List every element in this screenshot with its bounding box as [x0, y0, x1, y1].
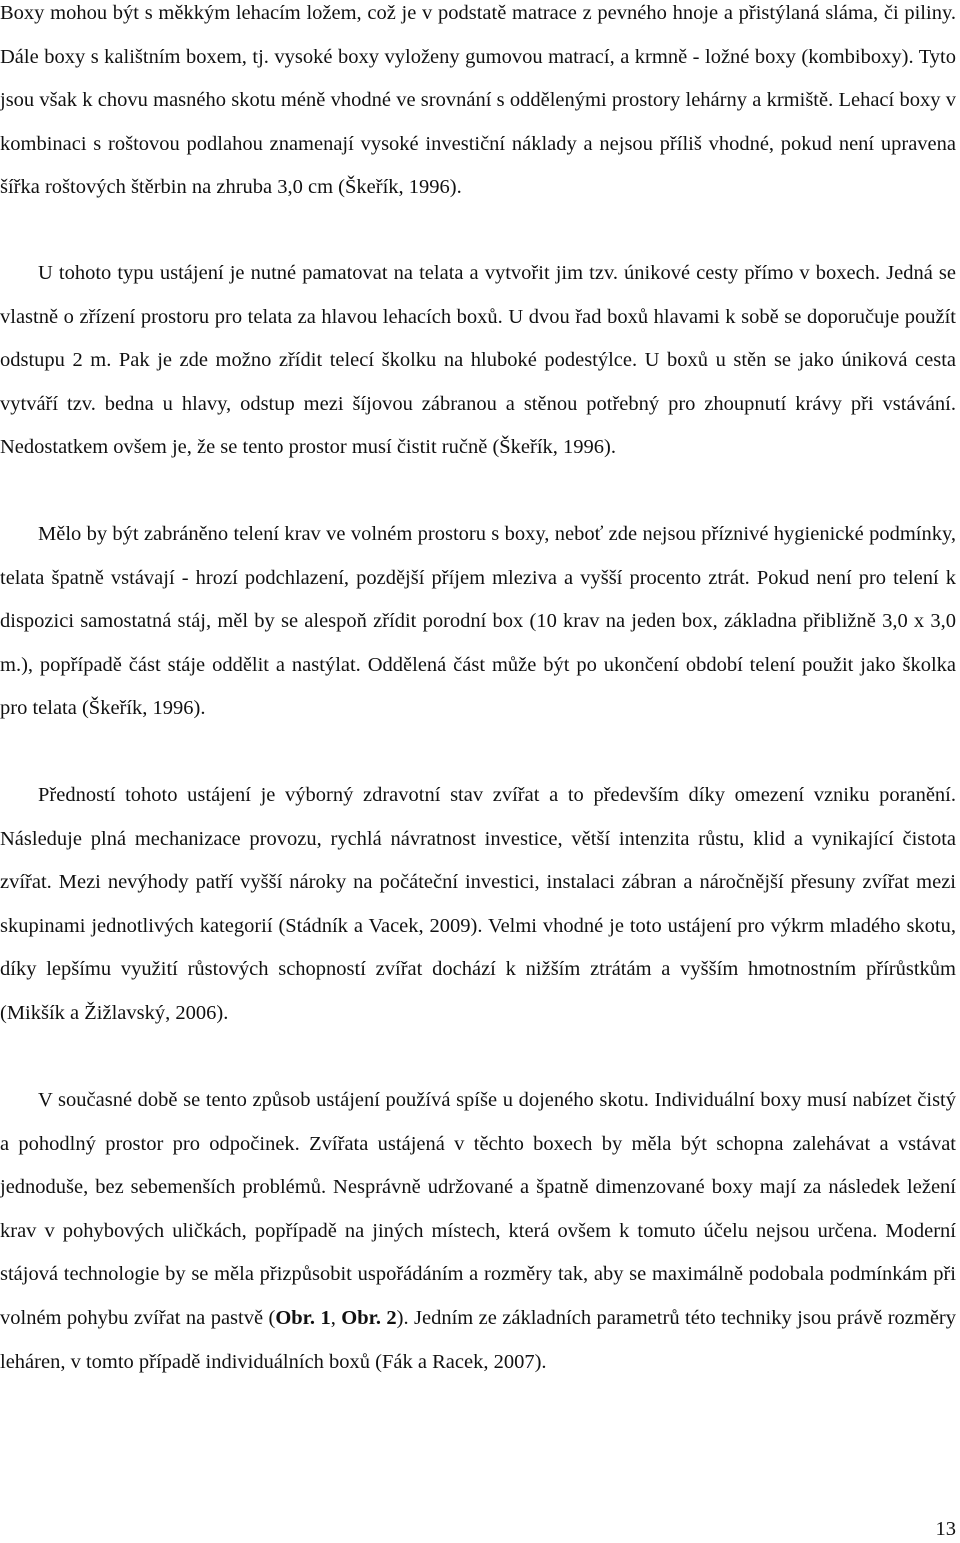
paragraph-1: Boxy mohou být s měkkým lehacím ložem, což je v podstatě matrace z pevného hnoje a přistýlaná sláma, či piliny. Dále boxy s kalištním boxem, tj. vysoké boxy vyloženy gumovou matrací, a krmně - ložné boxy (kombiboxy). Tyto jsou však k chovu masného skotu méně vhodné ve srovnání s oddělenými prostory lehárny a krmiště. Lehací boxy v kombinaci s roštovou podlahou znamenají vysoké investiční náklady a nejsou příliš vhodné, pokud není upravena šířka roštových štěrbin na zhruba 3,0 cm (Škeřík, 1996). — [0, 2, 956, 199]
figure-reference-2: Obr. 2 — [341, 1306, 397, 1329]
reference-separator: , — [330, 1306, 342, 1329]
paragraph-4: Předností tohoto ustájení je výborný zdravotní stav zvířat a to především díky omezení vzniku poranění. Následuje plná mechanizace provozu, rychlá návratnost investice, větší intenzita růstu, klid a vynikající čistota zvířat. Mezi nevýhody patří vyšší nároky na počáteční investici, instalaci zábran a náročnější přesuny zvířat mezi skupinami jednotlivých kategorií (Stádník a Vacek, 2009). Velmi vhodné je toto ustájení pro výkrm mladého skotu, díky lepšímu využití růstových schopností zvířat dochází k nižším ztrátám a vyšším hmotnostním přírůstkům (Mikšík a Žižlavský, 2006). — [0, 784, 956, 1024]
paragraph-5-text-end: ). Jedním ze základních parametrů této techniky jsou právě rozměry leháren, v tomto případě individuálních boxů (Fák a Racek, 2007). — [0, 1306, 957, 1373]
figure-reference-1: Obr. 1 — [275, 1306, 331, 1329]
paragraph-2: U tohoto typu ustájení je nutné pamatovat na telata a vytvořit jim tzv. únikové cesty přímo v boxech. Jedná se vlastně o zřízení prostoru pro telata za hlavou lehacích boxů. U dvou řad boxů hlavami k sobě se doporučuje použít odstupu 2 m. Pak je zde možno zřídit telecí školku na hluboké podestýlce. U boxů u stěn se jako úniková cesta vytváří tzv. bedna u hlavy, odstup mezi šíjovou zábranou a stěnou potřebný pro zhoupnutí krávy při vstávání. Nedostatkem ovšem je, že se tento prostor musí čistit ručně (Škeřík, 1996). — [0, 262, 956, 459]
paragraph-5-text-start: V současné době se tento způsob ustájení používá spíše u dojeného skotu. Individuální boxy musí nabízet čistý a pohodlný prostor pro odpočinek. Zvířata ustájená v těchto boxech by měla být schopna zalehávat a vstávat jednoduše, bez sebemenších problémů. Nesprávně udržované a špatně dimenzované boxy mají za následek ležení krav v pohybových uličkách, popřípadě na jiných místech, která ovšem k tomuto účelu nejsou určena. Moderní stájová technologie by se měla přizpůsobit uspořádáním a rozměry tak, aby se maximálně podobala podmínkám při volném pohybu zvířat na pastvě ( — [0, 1089, 956, 1329]
page-number: 13 — [935, 1518, 956, 1540]
paragraph-3: Mělo by být zabráněno telení krav ve volném prostoru s boxy, neboť zde nejsou příznivé hygienické podmínky, telata špatně vstávají - hrozí podchlazení, pozdější příjem mleziva a vyšší procento ztrát. Pokud není pro telení k dispozici samostatná stáj, měl by se alespoň zřídit porodní box (10 krav na jeden box, základna přibližně 3,0 x 3,0 m.), popřípadě část stáje oddělit a nastýlat. Oddělená část může být po ukončení období telení použit jako školka pro telata (Škeřík, 1996). — [0, 523, 956, 720]
paragraph-5 — [0, 1079, 956, 1384]
